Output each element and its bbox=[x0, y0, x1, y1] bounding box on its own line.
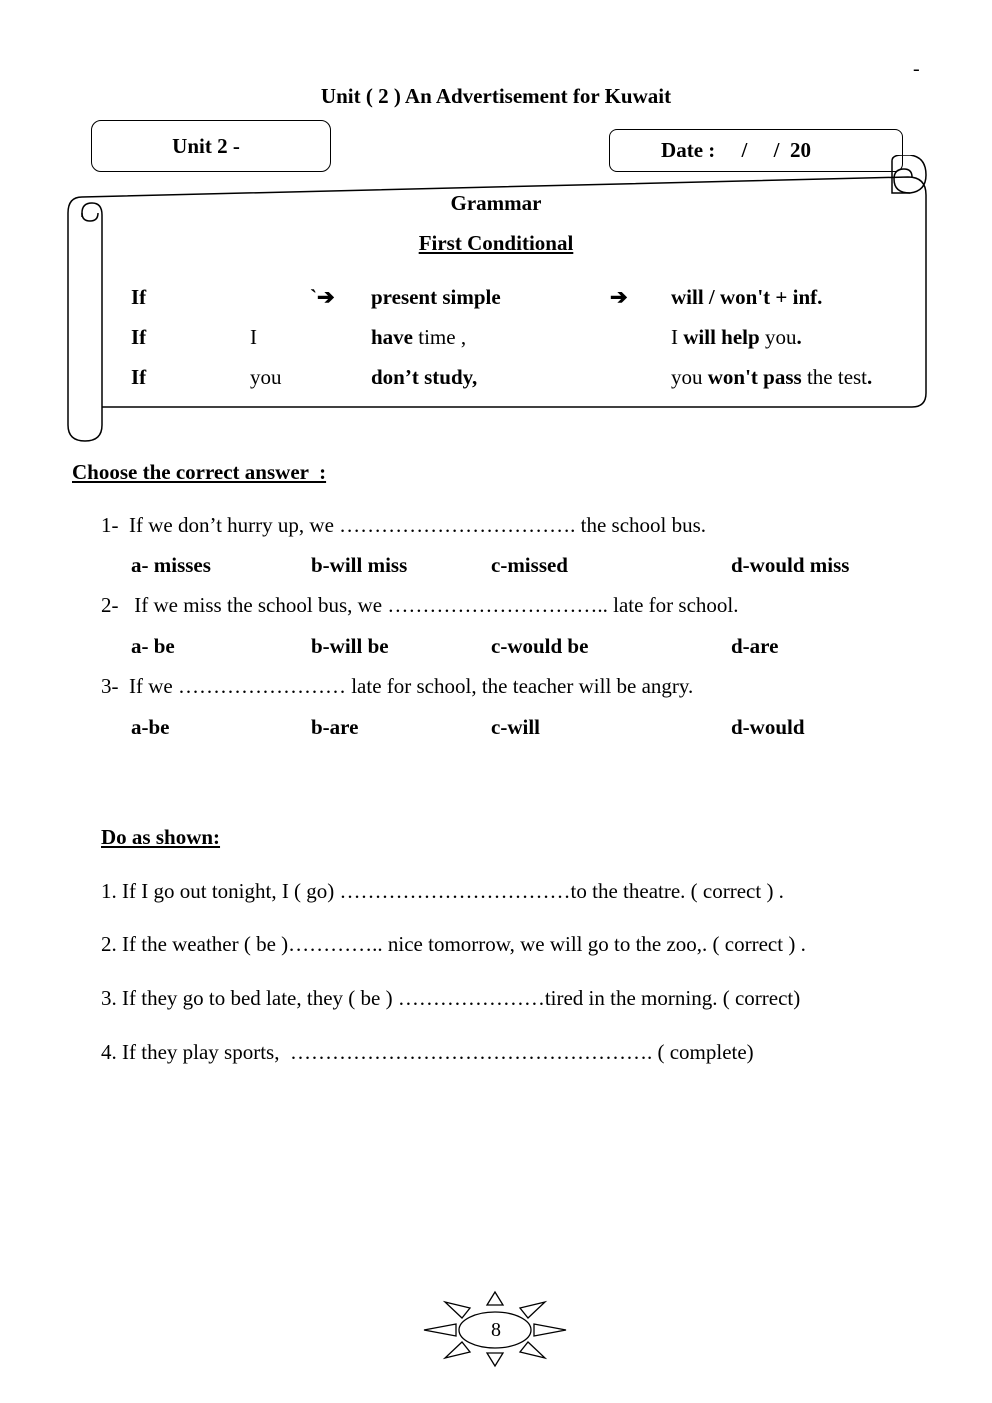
choose-heading: Choose the correct answer : bbox=[72, 460, 327, 484]
page-title: Unit ( 2 ) An Advertisement for Kuwait bbox=[320, 84, 672, 108]
unit-box-label: Unit 2 - bbox=[172, 133, 240, 158]
option: d-would bbox=[731, 715, 805, 739]
corner-mark: - bbox=[913, 58, 920, 80]
grammar-col-condition bbox=[371, 325, 466, 350]
option: d-are bbox=[731, 634, 779, 658]
grammar-col-result: will / won't + inf. bbox=[671, 285, 823, 309]
option: d-would miss bbox=[731, 553, 850, 577]
grammar-col-subject: you bbox=[250, 365, 282, 389]
question-text: 1- If we don’t hurry up, we ……………………………. the school bus. bbox=[101, 513, 707, 537]
grammar-col-if: If bbox=[131, 285, 147, 309]
option: b-are bbox=[311, 715, 359, 739]
grammar-col-if: If bbox=[131, 325, 147, 349]
arrow-icon: `➔ bbox=[310, 285, 335, 309]
exercise-item: 2. If the weather ( be )………….. nice tomorrow, we will go to the zoo,. ( correct ) . bbox=[101, 932, 806, 956]
grammar-col-condition: don’t study, bbox=[371, 365, 478, 389]
grammar-bold: will help bbox=[683, 325, 760, 349]
grammar-subheading: First Conditional bbox=[418, 231, 574, 255]
exercise-item: 4. If they play sports, ……………………………………………. ( complete) bbox=[101, 1040, 754, 1064]
grammar-rest: time , bbox=[413, 325, 467, 349]
grammar-col-result bbox=[671, 325, 802, 350]
exercise-item: 1. If I go out tonight, I ( go) ……………………………to the theatre. ( correct ) . bbox=[101, 879, 784, 903]
grammar-rest: you bbox=[759, 325, 797, 349]
question-text: 2- If we miss the school bus, we ………………………….. late for school. bbox=[101, 593, 739, 617]
arrow-icon: ➔ bbox=[610, 285, 628, 309]
grammar-col-result bbox=[671, 365, 872, 390]
grammar-col-subject: I bbox=[250, 325, 257, 349]
option: c-would be bbox=[491, 634, 589, 658]
grammar-col-if: If bbox=[131, 365, 147, 389]
grammar-rest: the test bbox=[801, 365, 868, 389]
option: a- be bbox=[131, 634, 175, 658]
option: c-missed bbox=[491, 553, 568, 577]
option: c-will bbox=[491, 715, 540, 739]
grammar-subject: I bbox=[671, 325, 684, 349]
grammar-subject: you bbox=[671, 365, 708, 389]
grammar-col-present: present simple bbox=[371, 285, 501, 309]
grammar-period: . bbox=[867, 365, 873, 389]
option: b-will be bbox=[311, 634, 389, 658]
grammar-heading: Grammar bbox=[450, 191, 542, 215]
page-number: 8 bbox=[491, 1319, 501, 1341]
do-as-shown-heading: Do as shown: bbox=[101, 825, 221, 849]
date-box-label: Date : / / 20 bbox=[661, 138, 811, 162]
option: a-be bbox=[131, 715, 170, 739]
option: a- misses bbox=[131, 553, 211, 577]
grammar-bold: won't pass bbox=[707, 365, 802, 389]
question-text: 3- If we …………………… late for school, the teacher will be angry. bbox=[101, 674, 694, 698]
option: b-will miss bbox=[311, 553, 408, 577]
grammar-period: . bbox=[796, 325, 802, 349]
exercise-item: 3. If they go to bed late, they ( be ) …………………tired in the morning. ( correct) bbox=[101, 986, 801, 1010]
grammar-bold: have bbox=[371, 325, 413, 349]
